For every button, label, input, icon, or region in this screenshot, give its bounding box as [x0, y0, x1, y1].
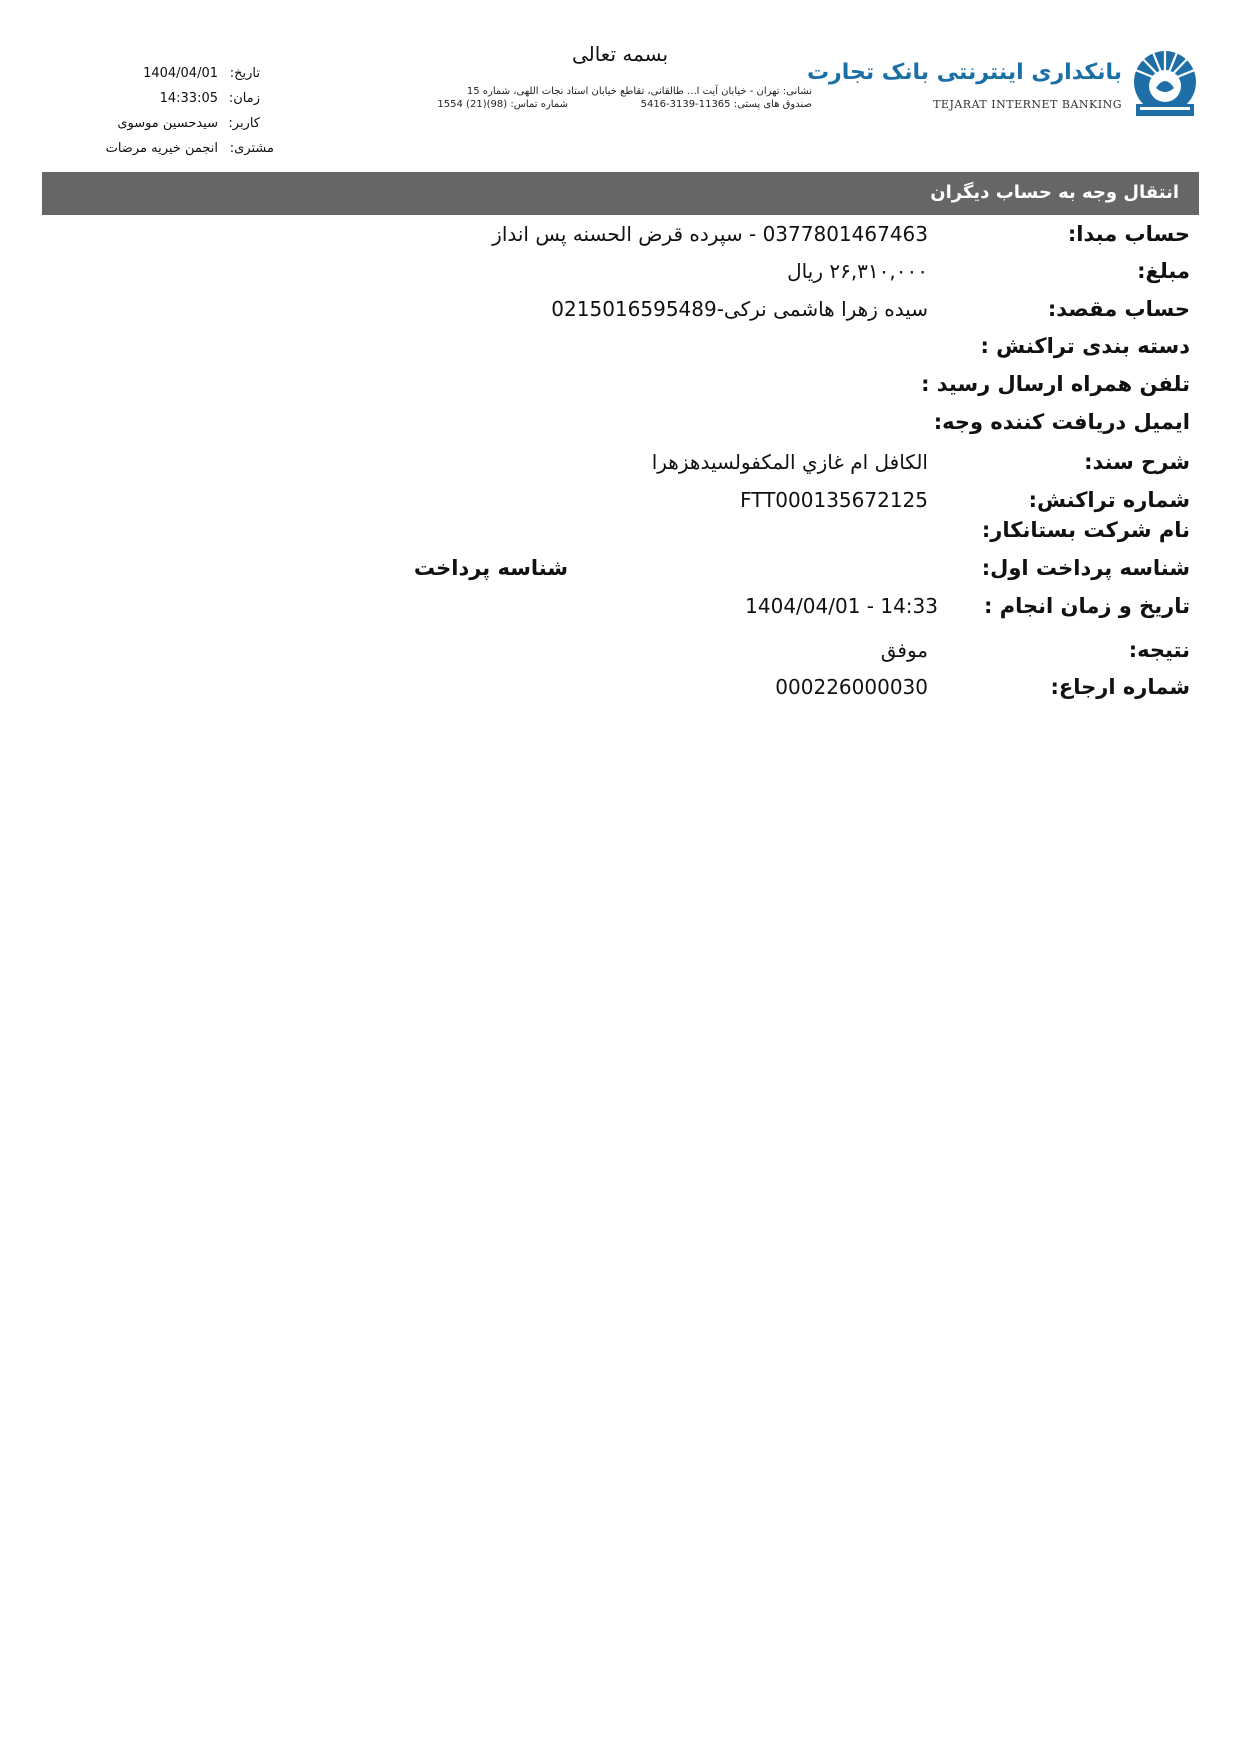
- source-account-label: حساب مبدا:: [1067, 222, 1190, 246]
- transaction-category-label: دسته بندی تراکنش :: [980, 334, 1190, 358]
- creditor-company-label: نام شرکت بستانکار:: [981, 518, 1190, 542]
- receipt-mobile-label: تلفن همراه ارسال رسید :: [921, 372, 1190, 396]
- meta-customer-label: مشتری:: [229, 141, 274, 156]
- meta-time-value: 14:33:05: [159, 91, 218, 106]
- postal-box: [641, 99, 812, 110]
- amount-label: مبلغ:: [1137, 259, 1190, 283]
- destination-account-value: سیده زهرا هاشمی نرکی-0215016595489: [551, 297, 928, 321]
- meta-user-label: کاربر:: [228, 116, 260, 131]
- meta-user: [100, 116, 260, 134]
- amount-value: ۲۶,۳۱۰,۰۰۰ ریال: [787, 259, 928, 283]
- meta-time: [100, 91, 260, 109]
- meta-user-value: سیدحسین موسوی: [117, 116, 218, 131]
- page-title: انتقال وجه به حساب دیگران: [930, 182, 1179, 203]
- bank-name: بانکداری اینترنتی بانک تجارت: [806, 60, 1122, 85]
- datetime-label: تاریخ و زمان انجام :: [984, 594, 1190, 618]
- description-value: الكافل ام غازي المكفولسيدهزهرا: [651, 450, 928, 474]
- phone-value: (98)(21) 1554: [437, 99, 508, 110]
- meta-date-value: 1404/04/01: [143, 66, 218, 81]
- postal-value: 11365-3139-5416: [640, 99, 731, 110]
- meta-date: [100, 66, 260, 84]
- reference-number-label: شماره ارجاع:: [1050, 675, 1190, 699]
- document-heading: بسمه تعالی: [571, 42, 669, 66]
- bank-name-en: TEJARAT INTERNET BANKING: [933, 98, 1122, 111]
- phone-label: شماره تماس:: [510, 99, 568, 110]
- transaction-number-value: FTT000135672125: [740, 488, 928, 512]
- first-payment-id-label: شناسه پرداخت اول:: [981, 556, 1190, 580]
- meta-time-label: زمان:: [228, 91, 260, 106]
- reference-number-value: 000226000030: [775, 675, 928, 699]
- meta-customer: [100, 141, 274, 159]
- source-account-value: 0377801467463 - سپرده قرض الحسنه پس انداز: [492, 222, 928, 246]
- description-label: شرح سند:: [1084, 450, 1190, 474]
- phone: [437, 99, 568, 110]
- address-line: نشانی: تهران - خیابان آیت ا... طالقانی، تقاطع خیابان استاد نجات اللهی، شماره 15: [466, 86, 812, 97]
- bank-emblem-icon: [1130, 48, 1200, 120]
- postal-label: صندوق های پستی:: [733, 99, 812, 110]
- first-payment-id-value: شناسه پرداخت: [413, 556, 568, 580]
- bank-logo: [806, 48, 1200, 122]
- transaction-number-label: شماره تراکنش:: [1028, 488, 1190, 512]
- recipient-email-label: ایمیل دریافت کننده وجه:: [933, 410, 1190, 434]
- destination-account-label: حساب مقصد:: [1047, 297, 1190, 321]
- datetime-value: 1404/04/01 - 14:33: [745, 594, 938, 618]
- title-bar: [42, 172, 1199, 215]
- meta-date-label: تاریخ:: [229, 66, 260, 81]
- result-label: نتیجه:: [1128, 638, 1190, 662]
- meta-customer-value: انجمن خیریه مرضات: [105, 141, 218, 156]
- result-value: موفق: [880, 638, 928, 662]
